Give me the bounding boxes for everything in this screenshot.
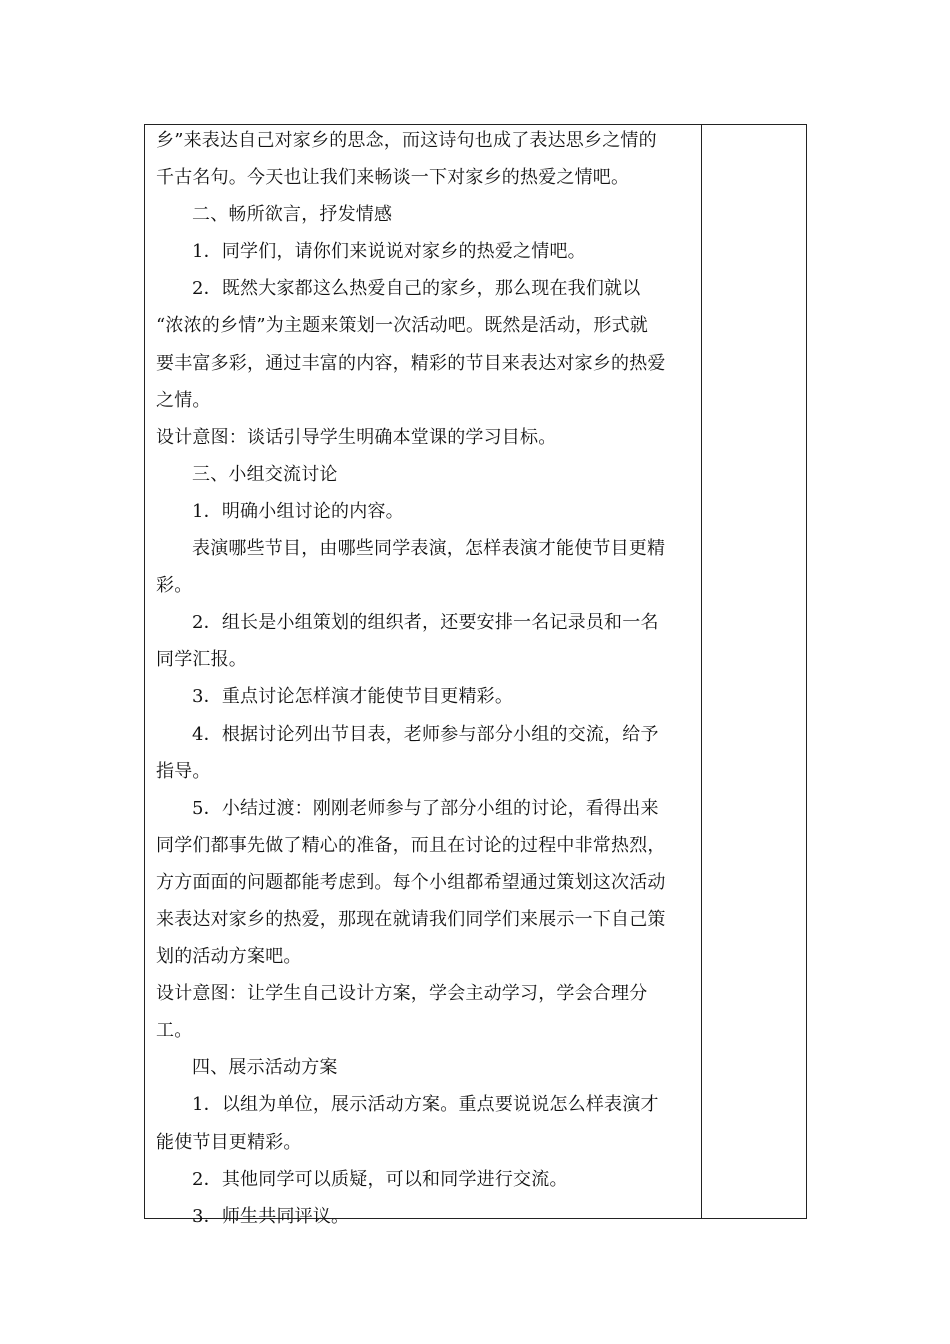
section-heading: 四、展示活动方案 <box>192 1057 338 1079</box>
text-line: 2．组长是小组策划的组织者，还要安排一名记录员和一名 <box>192 612 659 634</box>
text-line: 方方面面的问题都能考虑到。每个小组都希望通过策划这次活动 <box>156 871 666 893</box>
text-line: 2．其他同学可以质疑，可以和同学进行交流。 <box>192 1168 568 1190</box>
text-line: 彩。 <box>156 575 193 597</box>
text-line: 同学汇报。 <box>156 649 247 671</box>
lesson-table <box>144 124 807 1227</box>
text-line: 划的活动方案吧。 <box>156 946 302 968</box>
text-line: 要丰富多彩，通过丰富的内容，精彩的节目来表达对家乡的热爱 <box>156 352 666 374</box>
text-line: 千古名句。今天也让我们来畅谈一下对家乡的热爱之情吧。 <box>156 167 630 189</box>
text-line: 能使节目更精彩。 <box>156 1131 302 1153</box>
section-heading: 三、小组交流讨论 <box>192 463 338 485</box>
text-line: “浓浓的乡情”为主题来策划一次活动吧。既然是活动，形式就 <box>156 315 649 337</box>
text-line: 表演哪些节目，由哪些同学表演，怎样表演才能使节目更精 <box>192 538 666 560</box>
text-line: 工。 <box>156 1020 193 1042</box>
text-line: 2．既然大家都这么热爱自己的家乡，那么现在我们就以 <box>192 278 641 300</box>
notes-column-cell <box>702 125 806 1218</box>
text-line: 来表达对家乡的热爱，那现在就请我们同学们来展示一下自己策 <box>156 908 666 930</box>
section-heading: 二、畅所欲言，抒发情感 <box>192 204 393 226</box>
text-line: 3．师生共同评议。 <box>192 1205 350 1227</box>
text-line: 乡”来表达自己对家乡的思念，而这诗句也成了表达思乡之情的 <box>156 130 657 151</box>
design-intent-note: 设计意图：谈话引导学生明确本堂课的学习目标。 <box>156 426 557 448</box>
lesson-content-cell <box>145 125 702 1227</box>
design-intent-note: 设计意图：让学生自己设计方案，学会主动学习，学会合理分 <box>156 983 648 1005</box>
text-line: 指导。 <box>156 760 211 782</box>
text-line: 1．以组为单位，展示活动方案。重点要说说怎么样表演才 <box>192 1094 659 1116</box>
text-line: 5．小结过渡：刚刚老师参与了部分小组的讨论，看得出来 <box>192 797 659 819</box>
text-line: 1．同学们，请你们来说说对家乡的热爱之情吧。 <box>192 241 586 263</box>
text-line: 1．明确小组讨论的内容。 <box>192 500 404 522</box>
text-line: 之情。 <box>156 389 211 411</box>
text-line: 3．重点讨论怎样演才能使节目更精彩。 <box>192 686 514 708</box>
text-line: 4．根据讨论列出节目表，老师参与部分小组的交流，给予 <box>192 723 659 745</box>
text-line: 同学们都事先做了精心的准备，而且在讨论的过程中非常热烈， <box>156 834 666 856</box>
